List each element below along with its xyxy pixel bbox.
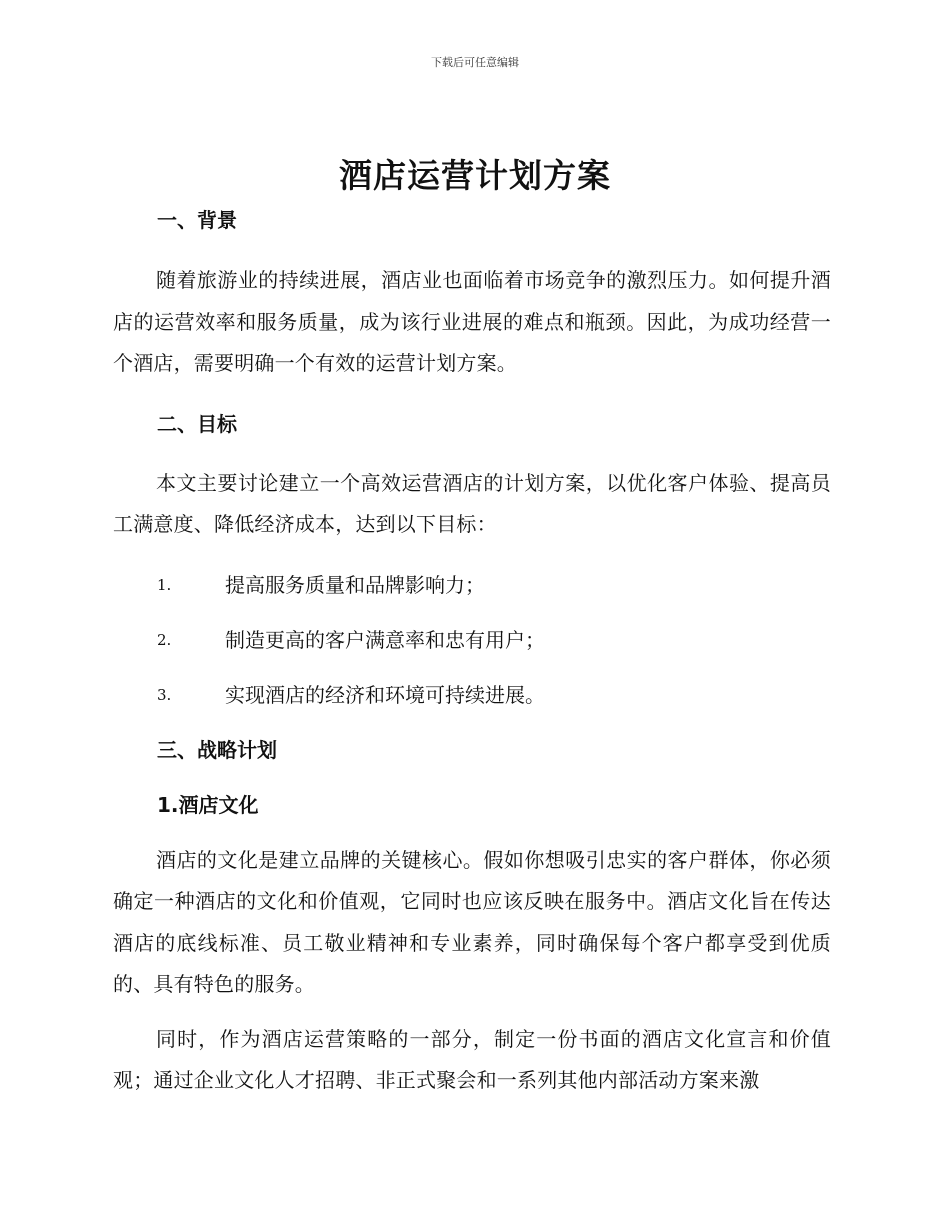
culture-paragraph-2: 同时，作为酒店运营策略的一部分，制定一份书面的酒店文化宣言和价值观；通过企业文化人才招聘、非正式聚会和一系列其他内部活动方案来激	[113, 1026, 831, 1092]
list-item	[113, 570, 831, 600]
list-item-text: 制造更高的客户满意率和忠有用户；	[225, 627, 545, 652]
section-heading-background: 一、背景	[157, 208, 237, 232]
list-item-number: 3.	[157, 685, 172, 704]
list-item-number: 1.	[157, 575, 172, 594]
list-item-text: 提高服务质量和品牌影响力；	[225, 572, 485, 597]
section-heading-strategy: 三、战略计划	[157, 737, 277, 762]
section-heading-goals: 二、目标	[157, 411, 237, 436]
page-header-note: 下载后可任意编辑	[431, 56, 519, 69]
list-item	[113, 625, 831, 655]
document-title: 酒店运营计划方案	[339, 156, 611, 195]
goals-paragraph: 本文主要讨论建立一个高效运营酒店的计划方案，以优化客户体验、提高员工满意度、降低经济成本，达到以下目标：	[113, 470, 831, 536]
background-paragraph: 随着旅游业的持续进展，酒店业也面临着市场竞争的激烈压力。如何提升酒店的运营效率和服务质量，成为该行业进展的难点和瓶颈。因此，为成功经营一个酒店，需要明确一个有效的运营计划方案。	[113, 268, 831, 375]
culture-paragraph-1: 酒店的文化是建立品牌的关键核心。假如你想吸引忠实的客户群体，你必须确定一种酒店的文化和价值观，它同时也应该反映在服务中。酒店文化旨在传达酒店的底线标准、员工敬业精神和专业素养，同时确保每个客户都享受到优质的、具有特色的服务。	[113, 847, 831, 996]
list-item	[113, 680, 831, 710]
list-item-number: 2.	[157, 630, 172, 649]
list-item-text: 实现酒店的经济和环境可持续进展。	[225, 682, 545, 707]
document-body	[113, 205, 831, 1102]
subsection-heading-culture: 1.酒店文化	[157, 792, 259, 817]
